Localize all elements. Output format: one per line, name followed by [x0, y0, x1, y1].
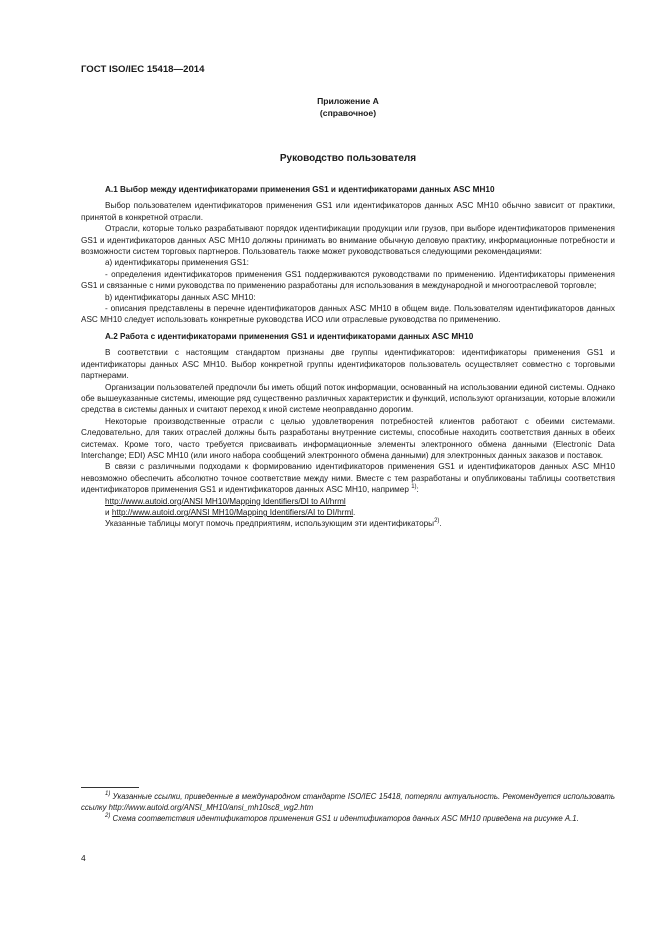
footnote-1: $^{1)}$ Указанные ссылки, приведенные в международном стандарте ISO/IEC 15418, потеряли актуальность. Рекомендуется использовать ссылку http://www.autoid.org/ANSI_MH10/ansi_mh10sc8_wg2.htm	[81, 791, 615, 812]
annex-title: Приложение А	[317, 96, 379, 106]
footnotes	[81, 791, 615, 824]
link-line: и http://www.autoid.org/ANSI MH10/Mapping Identifiers/AI to DI/hrml.	[105, 507, 356, 517]
paragraph-text: Указанные таблицы могут помочь предприятиям, использующим эти идентификаторы	[105, 519, 435, 529]
list-item: b) идентификаторы данных ASC MH10:	[105, 292, 256, 302]
footnote-2: $^{2)}$ Схема соответствия идентификаторов применения GS1 и идентификаторов данных ASC MH10 приведена на рисунке А.1.	[105, 813, 579, 823]
list-item-description: - определения идентификаторов применения GS1 поддерживаются руководствами по применению. Идентификаторы применения GS1 и связанные с ними руководства по применению разработаны для использования в международной и многоотраслевой торговле;	[81, 269, 615, 291]
footnote-ref[interactable]: 2)	[434, 518, 440, 525]
paragraph: В связи с различными подходами к формированию идентификаторов применения GS1 и идентификаторов данных ASC MH10 невозможно обеспечить абсолютно точное соответствие между ними. Вместе с тем разработаны и опубликованы таблицы соответствия идентификаторов применения GS1 и идентификаторов данных ASC MH10, например $^{1)}$:	[81, 462, 615, 495]
link-line	[81, 496, 615, 507]
paragraph: В соответствии с настоящим стандартом признаны две группы идентификаторов: идентификаторы применения GS1 и идентификаторы данных ASC MH10. Выбор конкретной группы идентификаторов пользователь осуществляет совместно с торговыми партнерами.	[81, 348, 615, 381]
mapping-link-ai-to-di[interactable]: http://www.autoid.org/ANSI MH10/Mapping Identifiers/AI to DI/hrml	[111, 507, 354, 517]
list-item-description: - описания представлены в перечне идентификаторов данных ASC MH10 в общем виде. Пользователям идентификаторов данных ASC MH10 следует использовать конкретные руководства ИСО или отраслевые руководства по применению.	[81, 304, 615, 325]
paragraph: Некоторые производственные отрасли с целью удовлетворения потребностей клиентов работают с обеими системами. Следовательно, для таких отраслей должны быть разработаны внутренние системы, способные находить соответствия данных в обеих системах. Кроме того, часто требуется присваивать информационные элементы электронного обмена данными (Electronic Data Interchange; EDI) ASC MH10 (или иного набора сообщений электронного обмена данными) для электронных данных заказов и поставок.	[81, 416, 615, 460]
annex-type: (справочное)	[319, 108, 377, 118]
document-header: ГОСТ ISO/IEC 15418—2014	[81, 64, 205, 75]
page-number: 4	[81, 853, 86, 863]
page-title: Руководство пользователя	[279, 153, 417, 164]
list-item: а) идентификаторы применения GS1:	[105, 258, 249, 268]
footnote-ref[interactable]: 1)	[411, 484, 417, 491]
footnote-mark: 2)	[105, 813, 111, 819]
annex-label	[81, 95, 615, 119]
mapping-link-di-to-ai[interactable]: http://www.autoid.org/ANSI MH10/Mapping Identifiers/DI to AI/hrml	[105, 496, 346, 506]
paragraph: Отрасли, которые только разрабатывают порядок идентификации продукции или грузов, при выборе идентификаторов применения GS1 и идентификаторов данных ASC MH10 должны принимать во внимание обычную деловую практику, информационные потребности и возможности систем торговых партнеров. Пользователь также может руководствоваться следующими рекомендациями:	[81, 224, 615, 257]
paragraph: Организации пользователей предпочли бы иметь общий поток информации, основанный на использовании единой системы. Однако обе вышеуказанные системы, имеющие ряд существенно различных характеристик и функций, используют организации, которые вложили средства в системы данных и считают переход к иной системе неоправданно дорогим.	[81, 382, 615, 415]
footnote-mark: 1)	[105, 791, 111, 797]
section-a1-heading: А.1 Выбор между идентификаторами применения GS1 и идентификаторами данных ASC MH10	[105, 185, 495, 194]
paragraph: Выбор пользователем идентификаторов применения GS1 или идентификаторов данных ASC MH10 обычно зависит от практики, принятой в конкретной отрасли.	[81, 201, 615, 222]
document-body	[81, 184, 615, 530]
footnote-divider	[81, 787, 139, 788]
paragraph: Указанные таблицы могут помочь предприятиям, использующим эти идентификаторы$^{2)}$.	[105, 518, 442, 529]
section-a2-heading: А.2 Работа с идентификаторами применения GS1 и идентификаторами данных ASC MH10	[105, 331, 474, 341]
paragraph-text: В связи с различными подходами к формированию идентификаторов применения GS1 и идентификаторов данных ASC MH10 невозможно обеспечить абсолютно точное соответствие между ними. Вместе с тем разработаны и опубликованы таблицы соответствия идентификаторов применения GS1 и идентификаторов данных ASC MH10, например	[81, 462, 615, 495]
